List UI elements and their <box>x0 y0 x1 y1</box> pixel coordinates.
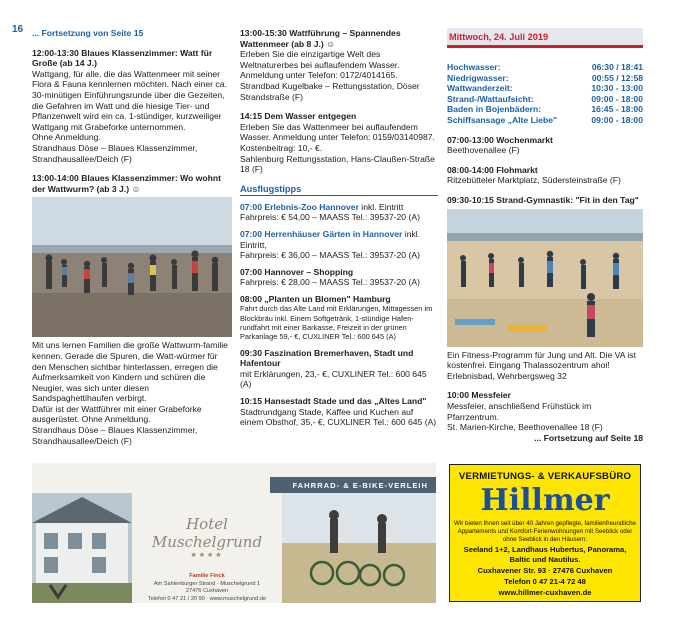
ad-website[interactable]: www.hillmer-cuxhaven.de <box>498 588 592 598</box>
event-title: 14:15 Dem Wasser entgegen <box>240 111 357 122</box>
tide-row <box>447 104 643 115</box>
event-title: 13:00-14:00 Blaues Klassenzimmer: Wo wohnt der Wattwurm? (ab 3 J.) ☺ <box>32 173 221 194</box>
hotel-phone: Telefon 0 47 21 / 20 90 · www.muschelgrund.de <box>147 595 267 602</box>
tide-value: 09:00 - 18:00 <box>591 114 643 125</box>
hotel-info <box>132 493 282 603</box>
trip-title: 08:00 „Planten un Blomen" Hamburg <box>240 293 391 304</box>
tide-table <box>447 62 643 126</box>
trip-title: 09:30 Faszination Bremerhaven, Stadt und Hafentour <box>240 347 414 369</box>
event-body: Erleben Sie die einzigartige Welt des Weltnaturerbes bei auflaufendem Wasser. Anmeldung unter Telefon: 0172/4014165. <box>240 49 400 81</box>
event-note: Ohne Anmeldung. <box>32 132 101 143</box>
beach-gymnastics-photo <box>447 209 643 347</box>
hotel-logo: Hotel Muschelgrund <box>151 515 263 551</box>
ad-title: VERMIETUNGS- & VERKAUFSBÜRO <box>458 471 632 482</box>
ad-address: Cuxhavener Str. 93 · 27476 Cuxhaven <box>477 565 613 575</box>
tide-label: Wattwanderzeit: <box>447 83 513 94</box>
tide-row <box>447 115 643 126</box>
event-body: Dafür ist der Wattführer mit einer Grabeforke ausgerüstet. Ohne Anmeldung. <box>32 403 202 425</box>
trip-price: Fahrpreis: € 36,00 – MAASS Tel.: 39537-20 (A) <box>240 250 420 261</box>
event-place: Sahlenburg Rettungsstation, Hans-Claußen-Straße 18 (F) <box>240 153 435 175</box>
date-header: Mittwoch, 24. Juli 2019 <box>447 28 643 48</box>
trip-price: Fahrpreis: € 28,00 – MAASS Tel.: 39537-20 (A) <box>240 277 420 288</box>
trip-title: 10:15 Hansestadt Stade und das „Altes Land" <box>240 396 427 407</box>
tide-value: 16:45 - 18:00 <box>591 104 643 115</box>
event-title: 09:30-10:15 Strand-Gymnastik: "Fit in den Tag" <box>447 194 639 205</box>
tide-row <box>447 94 643 105</box>
trip-price: Fahrpreis: € 54,00 – MAASS Tel.: 39537-20 (A) <box>240 212 420 223</box>
hotel-address: Am Sahlenburger Strand · Muschelgrund 1 <box>153 580 261 587</box>
tide-label: Hochwasser: <box>447 62 501 72</box>
tide-label: Baden in Bojenbädern: <box>447 104 542 115</box>
trip-suffix: inkl. Eintritt, <box>240 228 421 250</box>
tide-value: 00:55 / 12:58 <box>591 72 643 83</box>
event-body: Erleben Sie das Wattenmeer bei auflaufendem Wasser. Anmeldung unter Telefon: 0159/03140987. Kostenbeitrag: 10,- €. <box>240 121 435 153</box>
hotel-building-image <box>32 493 132 603</box>
event-place: Strandbad Kugelbake – Rettungsstation, Döser Strandstraße (F) <box>240 80 420 102</box>
event-body: Wattgang, für alle, die das Wattenmeer mit seiner Flora & Fauna kennlernen möchten. Nach einer ca. 30-minütigen Einführungsrunde über die Gezeiten, die Gefahren im Watt und die hiesige Tier- und Pflanzenwelt wird ein ca. 1-stündiger, kurzweiliger Wattgang mit Grabeforke unternommen. <box>32 68 227 132</box>
trip-title: 07:00 Hannover – Shopping <box>240 266 354 277</box>
trip-body: mit Erklärungen, 23,- €, CUXLINER Tel.: 600 645 (A) <box>240 368 427 390</box>
bike-rental-banner: FAHRRAD- & E-BIKE-VERLEIH <box>270 477 436 493</box>
event-body: Mit uns lernen Familien die große Wattwurm-familie kennen. Gerade die Spuren, die Watt-würmer für den Menschen sichtbar hinterlassen, erregen die Aufmerksamkeit von Kindern und schüren die Neugier, was sich unter diesen Sandspaghettihaufen verbirgt. <box>32 340 228 404</box>
event-title: 08:00-14:00 Flohmarkt <box>447 164 538 175</box>
page-number: 16 <box>12 24 24 35</box>
trip-title: 07:00 Erlebnis-Zoo Hannover <box>240 201 359 212</box>
tide-label: Strand-/Wattaufsicht: <box>447 93 534 104</box>
event-title: 10:00 Messfeier <box>447 390 512 401</box>
column-3 <box>447 28 643 443</box>
column-1 <box>32 28 232 446</box>
ad-houses: Seeland 1+2, Landhaus Hubertus, Panorama, Baltic und Nautilus. <box>463 545 627 564</box>
beach-fitness-image <box>447 209 643 347</box>
event-place: Beethovenallee (F) <box>447 145 520 156</box>
trip-body: Stadtrundgang Stade, Kaffee und Kuchen auf einem Obsthof, 35,- €, CUXLINER Tel.: 600 645 (A) <box>240 406 437 428</box>
cyclists-image <box>282 493 436 603</box>
hillmer-logo: Hillmer <box>480 483 610 518</box>
event-title: 12:00-13:30 Blaues Klassenzimmer: Watt für Große (ab 14 J.) <box>32 47 213 69</box>
column-2 <box>240 28 438 428</box>
tide-label: Schiffsansage „Alte Liebe" <box>447 114 558 125</box>
tide-row <box>447 62 643 73</box>
event-place: Strandhaus Döse – Blaues Klassenzimmer, Strandhausallee/Deich (F) <box>32 425 198 446</box>
hotel-stars: ★★★★ <box>190 552 224 559</box>
tide-value: 06:30 / 18:41 <box>591 62 643 72</box>
event-title: 13:00-15:30 Wattführung – Spannendes Wattenmeer (ab 8 J.) ☺ <box>240 28 401 49</box>
tide-row <box>447 73 643 84</box>
event-body: Ein Fitness-Programm für Jung und Alt. Die VA ist kostenfrei. Eingang Thalassozentrum ahoi! Erlebnisbad, Wehrbergsweg 32 <box>447 349 636 381</box>
hotel-advertisement <box>32 463 436 603</box>
hotel-city: 27476 Cuxhaven <box>185 588 229 595</box>
mudflat-group-image <box>32 197 232 337</box>
tide-label: Niedrigwasser: <box>447 72 509 83</box>
event-place: St. Marien-Kirche, Beethovenallee 18 (F) <box>447 422 603 433</box>
event-title: 07:00-13:00 Wochenmarkt <box>447 134 553 145</box>
trip-title: 07:00 Herrenhäuser Gärten in Hannover <box>240 228 403 239</box>
ad-phone: Telefon 0 47 21-4 72 48 <box>504 577 586 586</box>
continuation-note: ... Fortsetzung von Seite 15 <box>32 28 144 38</box>
trip-body: Fahrt durch das Alte Land mit Erklärungen, Mittagessen im Blockbräu inkl. Einem Softgetränk, 1-stündige Hafen-rundfahrt mit einer Barkasse, Freizeit in der grünen Parkanlage 59,- €, CUXLINER Tel.: 600 645 (A) <box>240 304 433 342</box>
hillmer-advertisement <box>449 464 641 602</box>
tide-row <box>447 83 643 94</box>
event-body: Messfeier, anschließend Frühstück im Pfarrzentrum. <box>447 400 592 422</box>
trip-suffix: inkl. Eintritt <box>358 201 404 212</box>
excursion-heading: Ausflugstipps <box>240 184 438 196</box>
event-place: Strandhaus Döse – Blaues Klassenzimmer, Strandhausallee/Deich (F) <box>32 142 198 164</box>
contact-name: Familie Finck <box>189 573 225 579</box>
continued-note: ... Fortsetzung auf Seite 18 <box>534 432 643 443</box>
ad-text: Wir bieten Ihnen seit über 40 Jahren gepflegte, familienfreundliche Appartements und Komfort-Ferienwohnungen mit Seeblick oder ohne Seeblick in den Häusern: <box>454 520 636 543</box>
wadden-sea-photo <box>32 197 232 337</box>
tide-value: 10:30 - 13:00 <box>591 83 643 94</box>
event-place: Ritzebütteler Marktplatz, Südersteinstraße (F) <box>447 175 621 186</box>
tide-value: 09:00 - 18:00 <box>591 93 643 104</box>
